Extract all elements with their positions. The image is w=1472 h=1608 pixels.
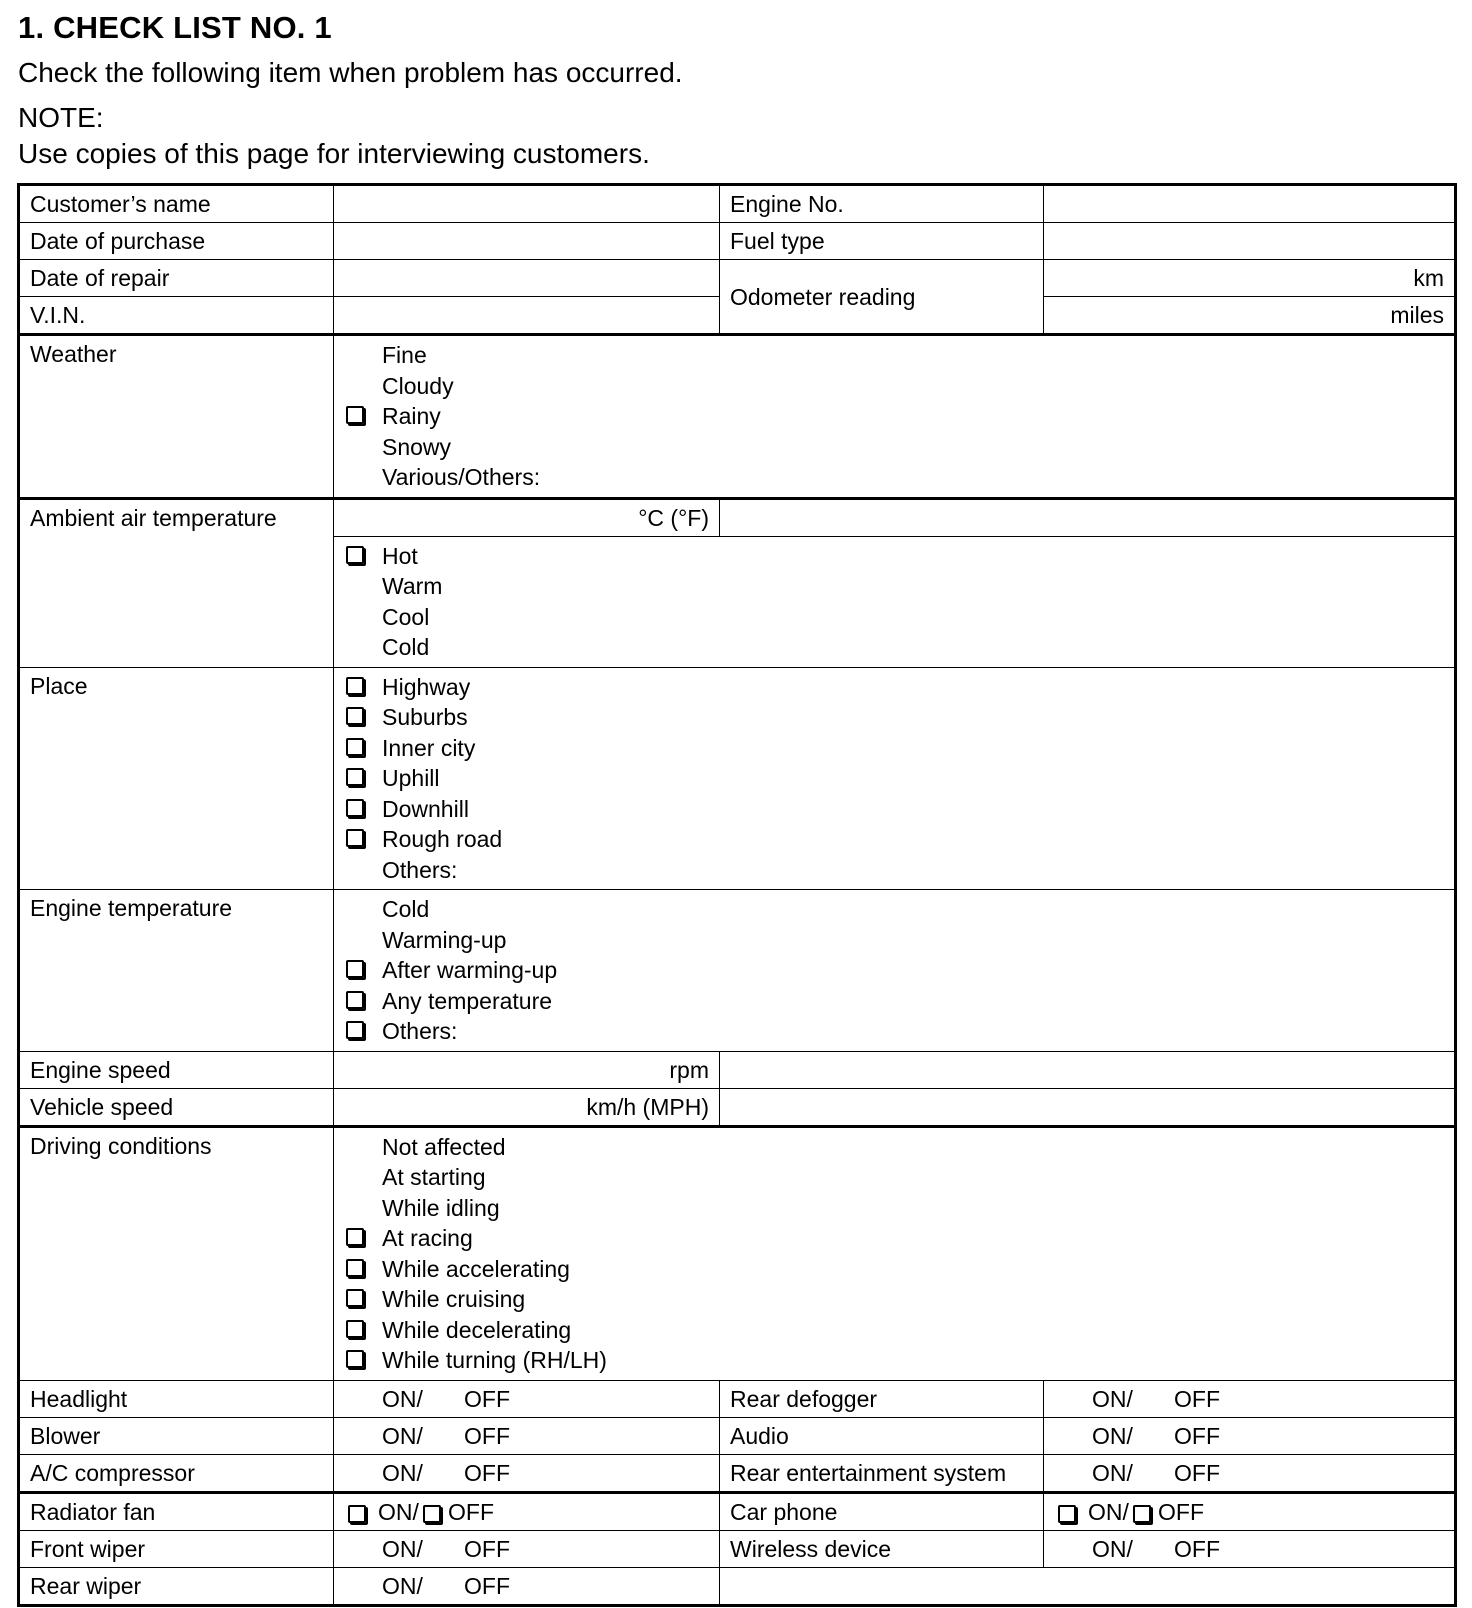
engine-temp-option-cold[interactable]: Cold	[382, 896, 430, 922]
place-options	[334, 667, 1456, 890]
wireless-device-onoff[interactable]: ON/ OFF	[1044, 1530, 1456, 1567]
rear-entertainment-onoff[interactable]: ON/ OFF	[1044, 1454, 1456, 1492]
checkbox-icon[interactable]	[346, 677, 364, 695]
place-option-suburbs[interactable]: Suburbs	[344, 702, 1444, 733]
row-place	[19, 667, 1456, 890]
checkbox-icon[interactable]	[346, 1259, 364, 1277]
ac-compressor-label: A/C compressor	[19, 1454, 334, 1492]
place-option-inner-city[interactable]: Inner city	[344, 733, 1444, 764]
ambient-option-warm[interactable]: Warm	[382, 573, 443, 599]
checkbox-icon[interactable]	[346, 829, 364, 847]
checkbox-icon[interactable]	[1133, 1505, 1151, 1523]
rear-defogger-label: Rear defogger	[720, 1380, 1044, 1417]
weather-option-rainy[interactable]: Rainy	[344, 401, 1444, 432]
engine-speed-label: Engine speed	[19, 1051, 334, 1088]
vehicle-speed-field[interactable]: km/h (MPH)	[334, 1088, 720, 1126]
customer-name-field[interactable]	[334, 185, 720, 223]
row-customer-name	[19, 185, 1456, 223]
driving-option-turning[interactable]: While turning (RH/LH)	[344, 1345, 1444, 1376]
checkbox-icon[interactable]	[346, 1289, 364, 1307]
radiator-fan-onoff[interactable]: ON/ OFF	[334, 1492, 720, 1530]
vin-label: V.I.N.	[19, 297, 334, 335]
instruction-text: Check the following item when problem has occurred.	[18, 57, 683, 88]
row-vehicle-speed	[19, 1088, 1456, 1126]
headlight-onoff[interactable]: ON/ OFF	[334, 1380, 720, 1417]
audio-label: Audio	[720, 1417, 1044, 1454]
page-title: 1. CHECK LIST NO. 1	[18, 10, 332, 45]
engine-temp-option-after-warming-up[interactable]: After warming-up	[344, 955, 1444, 986]
driving-option-decelerating[interactable]: While decelerating	[344, 1315, 1444, 1346]
row-engine-speed	[19, 1051, 1456, 1088]
row-front-wiper	[19, 1530, 1456, 1567]
row-weather	[19, 335, 1456, 499]
engine-speed-blank	[720, 1051, 1456, 1088]
row-date-of-purchase	[19, 223, 1456, 260]
weather-label: Weather	[19, 335, 334, 499]
odometer-reading-label: Odometer reading	[720, 260, 1044, 335]
checkbox-icon[interactable]	[423, 1505, 441, 1523]
row-blower	[19, 1417, 1456, 1454]
weather-option-fine[interactable]: Fine	[382, 342, 427, 368]
driving-option-not-affected[interactable]: Not affected	[382, 1133, 506, 1160]
vehicle-speed-label: Vehicle speed	[19, 1088, 334, 1126]
checkbox-icon[interactable]	[346, 799, 364, 817]
checkbox-icon[interactable]	[346, 768, 364, 786]
weather-options	[334, 335, 1456, 499]
checkbox-icon[interactable]	[346, 1021, 364, 1039]
front-wiper-onoff[interactable]: ON/ OFF	[334, 1530, 720, 1567]
checkbox-icon[interactable]	[346, 1228, 364, 1246]
checkbox-icon[interactable]	[346, 991, 364, 1009]
engine-temp-option-warming-up[interactable]: Warming-up	[382, 926, 507, 953]
ambient-temp-unit[interactable]: °C (°F)	[334, 498, 720, 536]
checkbox-icon[interactable]	[346, 707, 364, 725]
wireless-device-label: Wireless device	[720, 1530, 1044, 1567]
headlight-label: Headlight	[19, 1380, 334, 1417]
weather-option-snowy[interactable]: Snowy	[382, 433, 452, 460]
ambient-option-hot[interactable]: Hot	[344, 541, 1444, 572]
checkbox-icon[interactable]	[346, 960, 364, 978]
driving-conditions-label: Driving conditions	[19, 1126, 334, 1380]
fuel-type-field[interactable]	[1044, 223, 1456, 260]
car-phone-label: Car phone	[720, 1492, 1044, 1530]
vin-field[interactable]	[334, 297, 720, 335]
fuel-type-label: Fuel type	[720, 223, 1044, 260]
date-of-repair-label: Date of repair	[19, 260, 334, 297]
driving-option-accelerating[interactable]: While accelerating	[344, 1254, 1444, 1285]
place-label: Place	[19, 667, 334, 890]
rear-wiper-label: Rear wiper	[19, 1567, 334, 1605]
weather-option-cloudy[interactable]: Cloudy	[382, 372, 454, 399]
odometer-miles-field[interactable]: miles	[1044, 297, 1456, 335]
ambient-option-cold[interactable]: Cold	[382, 634, 430, 660]
row-date-of-repair	[19, 260, 1456, 297]
checkbox-icon[interactable]	[346, 738, 364, 756]
checkbox-icon[interactable]	[346, 406, 364, 424]
engine-temp-option-others[interactable]: Others:	[344, 1016, 1444, 1047]
checkbox-icon[interactable]	[348, 1505, 366, 1523]
place-option-uphill[interactable]: Uphill	[344, 763, 1444, 794]
driving-conditions-options	[334, 1126, 1456, 1380]
radiator-fan-label: Radiator fan	[19, 1492, 334, 1530]
weather-option-others[interactable]: Various/Others:	[382, 464, 541, 490]
driving-option-at-racing[interactable]: At racing	[344, 1223, 1444, 1254]
row-ambient-temp	[19, 498, 1456, 536]
place-option-others[interactable]: Others:	[382, 856, 458, 883]
row-driving-conditions	[19, 1126, 1456, 1380]
engine-no-label: Engine No.	[720, 185, 1044, 223]
front-wiper-label: Front wiper	[19, 1530, 334, 1567]
date-of-repair-field[interactable]	[334, 260, 720, 297]
driving-option-at-starting[interactable]: At starting	[382, 1164, 486, 1190]
checkbox-icon[interactable]	[346, 1350, 364, 1368]
engine-temp-option-any[interactable]: Any temperature	[344, 986, 1444, 1017]
car-phone-onoff[interactable]: ON/ OFF	[1044, 1492, 1456, 1530]
customer-name-label: Customer’s name	[19, 185, 334, 223]
row-rear-wiper	[19, 1567, 1456, 1605]
date-of-purchase-label: Date of purchase	[19, 223, 334, 260]
ambient-option-cool[interactable]: Cool	[382, 603, 430, 630]
blower-label: Blower	[19, 1417, 334, 1454]
driving-option-while-idling[interactable]: While idling	[382, 1194, 500, 1221]
checkbox-icon[interactable]	[1058, 1505, 1076, 1523]
place-option-highway[interactable]: Highway	[344, 672, 1444, 703]
engine-no-field[interactable]	[1044, 185, 1456, 223]
engine-temp-options	[334, 890, 1456, 1052]
checkbox-icon[interactable]	[346, 546, 364, 564]
ambient-temp-blank	[720, 498, 1456, 536]
audio-onoff[interactable]: ON/ OFF	[1044, 1417, 1456, 1454]
row-headlight	[19, 1380, 1456, 1417]
date-of-purchase-field[interactable]	[334, 223, 720, 260]
checkbox-icon[interactable]	[346, 1320, 364, 1338]
engine-temp-label: Engine temperature	[19, 890, 334, 1052]
rear-entertainment-label: Rear entertainment system	[720, 1454, 1044, 1492]
row-ac-compressor	[19, 1454, 1456, 1492]
ambient-temp-label: Ambient air temperature	[19, 498, 334, 667]
blower-onoff[interactable]: ON/ OFF	[334, 1417, 720, 1454]
rear-wiper-onoff[interactable]: ON/ OFF	[334, 1567, 720, 1605]
vehicle-speed-blank	[720, 1088, 1456, 1126]
place-option-rough-road[interactable]: Rough road	[344, 824, 1444, 855]
odometer-km-field[interactable]: km	[1044, 260, 1456, 297]
note-label: NOTE:	[18, 102, 104, 133]
ambient-temp-options	[334, 536, 1456, 667]
engine-speed-field[interactable]: rpm	[334, 1051, 720, 1088]
row-engine-temp	[19, 890, 1456, 1052]
check-list-table	[17, 183, 1457, 1607]
row-radiator-fan	[19, 1492, 1456, 1530]
rear-defogger-onoff[interactable]: ON/ OFF	[1044, 1380, 1456, 1417]
note-text: Use copies of this page for interviewing customers.	[18, 138, 650, 169]
place-option-downhill[interactable]: Downhill	[344, 794, 1444, 825]
ac-compressor-onoff[interactable]: ON/ OFF	[334, 1454, 720, 1492]
driving-option-cruising[interactable]: While cruising	[344, 1284, 1444, 1315]
rear-wiper-blank	[720, 1567, 1456, 1605]
